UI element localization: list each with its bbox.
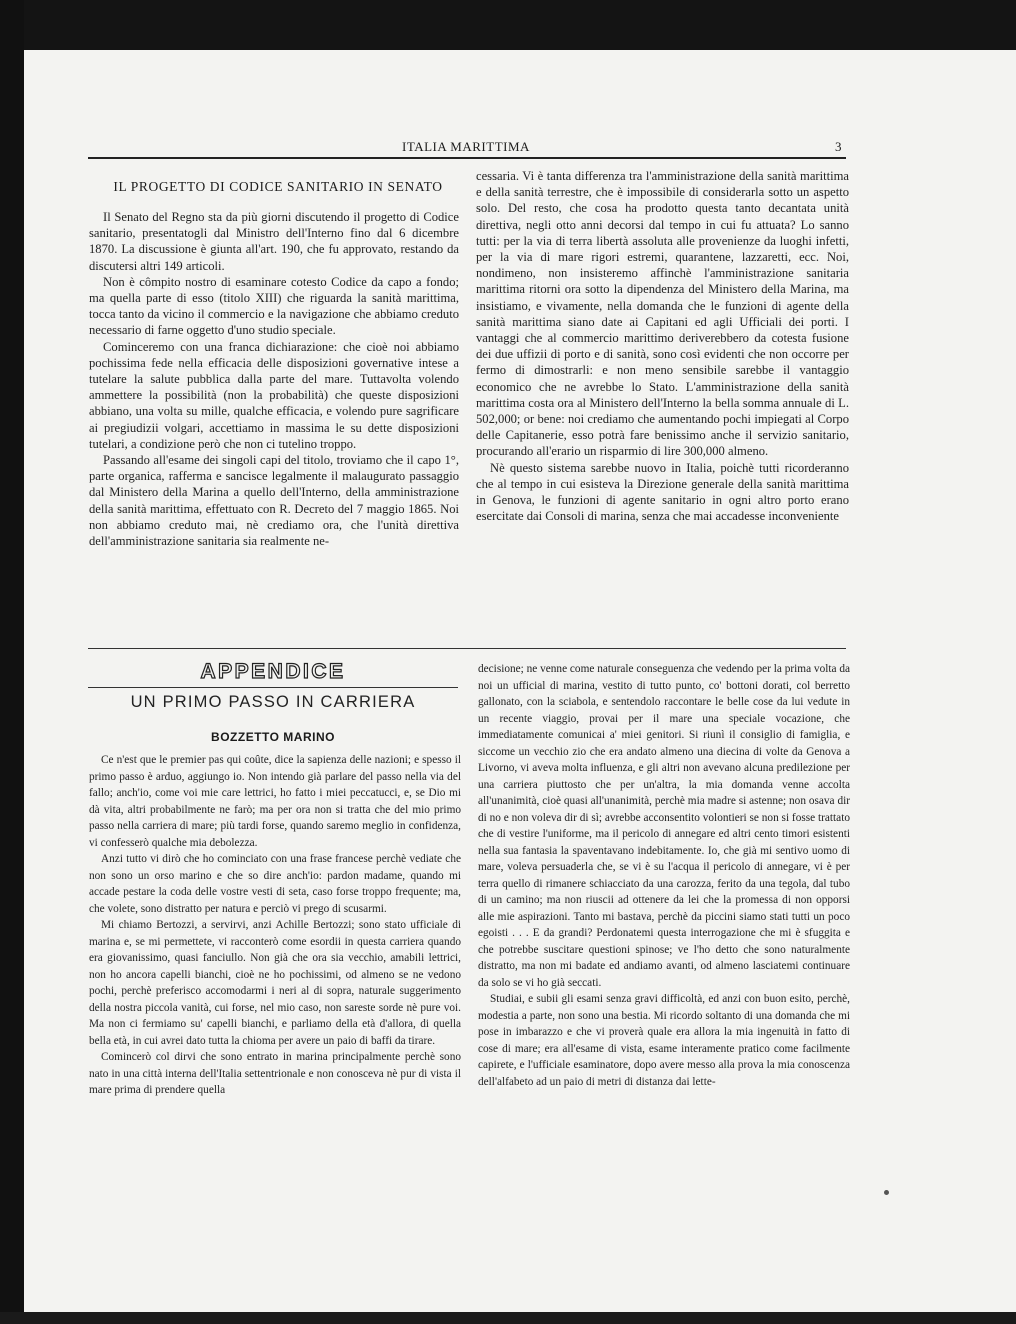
ink-speck	[884, 1190, 889, 1195]
paragraph: decisione; ne venne come naturale conseguenza che vedendo per la prima volta da noi un ufficial di marina, vestito di tutto punto, co' bottoni dorati, col berretto gallonato, con la sciabola, e sentendolo raccontare le belle cose da lui vedute in un recente viaggio, provai per il mare una speciale vocazione, che immediatamente comunicai a' miei genitori. Si riunì il consiglio di famiglia, e siccome un vecchio zio che era andato almeno una diecina di volte da Genova a Livorno, vi aveva molta influenza, e gli altri non avevano alcuna predilezione per una carriera piuttosto che per un'altra, la mia domanda venne accolta all'unanimità, cioè quasi all'unanimità, perchè mia madre si astenne; non osava dir di no e non voleva dir di sì; avrebbe acconsentito volontieri se non si fosse trattato che di vestire l'uniforme, ma il pericolo di annegare ed altri cento timori esistenti nella sua fantasia la spaventavano indebitamente. Io, che già mi sentivo uomo di mare, voleva persuaderla che, se vi è su l'acqua il pericolo di annegare, vi è per terra quello di rimanere schiacciato da una carozza, ferito da una tegola, dal tubo di un camino; ma non riuscii ad ottenere da lei che la promessa di non opporsi alle mie aspirazioni. Tanto mi bastava, perchè da piccini siamo stati tutti un poco egoisti . . . E da grandi? Perdonatemi questa interrogazione che mi è sfuggita e che potrebbe suscitare questioni spinose; ve l'ho detto che sono naturalmente distratto, ma non mi badate ed andiamo avanti, od almeno lasciatemi continuare da solo se vi ho già seccati.	[478, 663, 851, 989]
scan-border-left	[0, 0, 24, 1324]
scan-border-top	[0, 0, 1016, 50]
section-divider	[88, 648, 846, 649]
paragraph: Passando all'esame dei singoli capi del titolo, troviamo che il capo 1°, parte organica, rafferma e sancisce legalmente il malaugurato passaggio dal Ministero della Marina a quello dell'Interno, della amministrazione della sanità marittima, effettuato con R. Decreto del 7 maggio 1865. Noi non abbiamo creduto mai, nè crediamo ora, che l'unità direttiva dell'amministrazione sanitaria sia realmente ne-	[89, 453, 459, 549]
header-rule	[88, 157, 846, 159]
article-column-1	[89, 209, 459, 549]
scan-border-bottom	[0, 1312, 1016, 1324]
paragraph: Mi chiamo Bertozzi, a servirvi, anzi Achille Bertozzi; sono stato ufficiale di marina e, se mi permettete, vi racconterò come esordii in questa carriera quando era giovanissimo, quasi fanciullo. Non già che ora sia vecchio, amabili lettrici, non ho ancora capelli bianchi, cioè ne ho pochissimi, od almeno se ne vedono pochi, perchè preferisco accomodarmi i neri al di sopra, naturale suggerimento della nostra piccola vanità, cui forse, nel mio caso, non sareste sorde nè pure voi. Ma non ci fermiamo su' capelli bianchi, e parliamo della età d'allora, di quella bella età, in cui avrei dato tutta la chioma per avere un paio di baffi da tirare.	[89, 919, 461, 1047]
appendix-heading: APPENDICE	[200, 660, 346, 683]
paragraph: Non è cômpito nostro di esaminare cotesto Codice da capo a fondo; ma quella parte di esso (titolo XIII) che riguarda la sanità marittima, tocca tanto da vicino il commercio e la navigazione che abbiamo creduto necessario di farne oggetto d'uno studio speciale.	[89, 274, 459, 338]
paragraph: Il Senato del Regno sta da più giorni discutendo il progetto di Codice sanitario, presentatogli dal Ministro dell'Interno fino dal 6 dicembre 1870. La discussione è giunta all'art. 190, che fu approvato, restando da discutersi altri 149 articoli.	[89, 210, 459, 273]
paragraph: Studiai, e subii gli esami senza gravi difficoltà, ed anzi con buon esito, perchè, modestia a parte, non sono una bestia. Mi ricordo soltanto di una domanda che mi pose in imbarazzo e che vi proverà quale era allora la mia ingenuità in fatto di cose di mare; era all'esame di vista, esame interamente pratico come facilmente capirete, e l'ufficiale esaminatore, dopo avere messo alla prova la mia conoscenza dell'alfabeto ad un paio di metri di distanza dai lette-	[478, 993, 850, 1088]
running-header	[88, 139, 846, 157]
paragraph: Anzi tutto vi dirò che ho cominciato con una frase francese perchè vediate che non sono un orso marino e che so dire anch'io: pardon madame, quando mi accade pestare la coda delle vostre vesti di seta, caso forse troppo frequente; ma, che volete, sono distratto per natura e perciò vi prego di scusarmi.	[89, 853, 461, 915]
paragraph: Nè questo sistema sarebbe nuovo in Italia, poichè tutti ricorderanno che al tempo in cui esisteva la Direzione generale della sanità marittima in Genova, le funzioni di agente sanitario in ogni altro porto erano esercitate dai Consoli di marina, senza che mai accadesse inconveniente	[476, 460, 849, 524]
article-column-2	[476, 168, 849, 524]
story-title: UN PRIMO PASSO IN CARRIERA	[130, 693, 416, 711]
paragraph: Ce n'est que le premier pas qui coûte, dice la sapienza delle nazioni; e spesso il primo passo è arduo, aggiungo io. Non intendo già parlare del passo nella via del fallo; anch'io, come voi mie care lettrici, ho fatto i miei peccatucci, e, se Dio mi dà vita, altri probabilmente ne farò; ma per ora non si tratta che del mio primo passo nella carriera di mare; più tardi forse, quando saremo meglio in confidenza, vi confesserò qualche mia debolezza.	[89, 754, 461, 849]
page-number: 3	[835, 139, 842, 154]
paragraph: Comincerò col dirvi che sono entrato in marina principalmente perchè sono nato in una città interna dell'Italia settentrionale e non conosceva nè pur di vista il mare prima di prendere quella	[89, 1051, 461, 1096]
paragraph: cessaria. Vi è tanta differenza tra l'amministrazione della sanità marittima e della sanità terrestre, che è impossibile di considerarla sotto un aspetto solo. Del resto, che cosa ha prodotto questa tanto decantata unità direttiva, negli otto anni decorsi dal tempo in cui fu attuata? Lo sanno tutti: per la via di terra libertà assoluta alle provenienze da luoghi infetti, per la via di mare rigori estremi, quarantene, lazzaretti, ecc. Noi, nondimeno, non insisteremo affinchè l'amministrazione sanitaria marittima ritorni ora sotto la dipendenza del Ministero della Marina, ma insistiamo, e vivamente, nella domanda che le funzioni di agente della sanità marittima siano date ai Capitani ed agli Ufficiali dei porti. I vantaggi che al commercio marittimo deriverebbero da cotesta fusione dei due uffizii di porto e di sanità, sono così evidenti che non occorre per fermo di dimostrarli: e non meno sensibile sarebbe il vantaggio economico che ne avrebbe lo Stato. L'amministrazione della sanità marittima costa ora al Ministero dell'Interno la bella somma annuale di L. 502,000; or bene: noi crediamo che aumentando pochi impiegati al Corpo delle Capitanerie, esso potrà fare benissimo anche il servizio sanitario, procurando all'erario un risparmio di lire 300,000 almeno.	[476, 169, 849, 459]
article-title: IL PROGETTO DI CODICE SANITARIO IN SENATO	[113, 179, 443, 194]
story-subtitle: BOZZETTO MARINO	[211, 730, 335, 744]
appendix-rule	[88, 687, 458, 688]
appendix-column-1	[89, 752, 461, 1099]
running-title: ITALIA MARITTIMA	[402, 139, 530, 154]
appendix-column-2	[478, 661, 850, 1090]
paragraph: Cominceremo con una franca dichiarazione: che cioè noi abbiamo pochissima fede nella efficacia delle disposizioni governative intese a tutelare la salute pubblica dalla parte del mare. Tuttavolta volendo ammettere la possibilità (non la probabilità) che queste disposizioni abbiano, una volta su mille, qualche efficacia, e volendo pure sagrificare ai pregiudizii volgari, accettiamo in massima le su dette disposizioni tutelari, a condizione però che non ci tutelino troppo.	[89, 339, 459, 451]
